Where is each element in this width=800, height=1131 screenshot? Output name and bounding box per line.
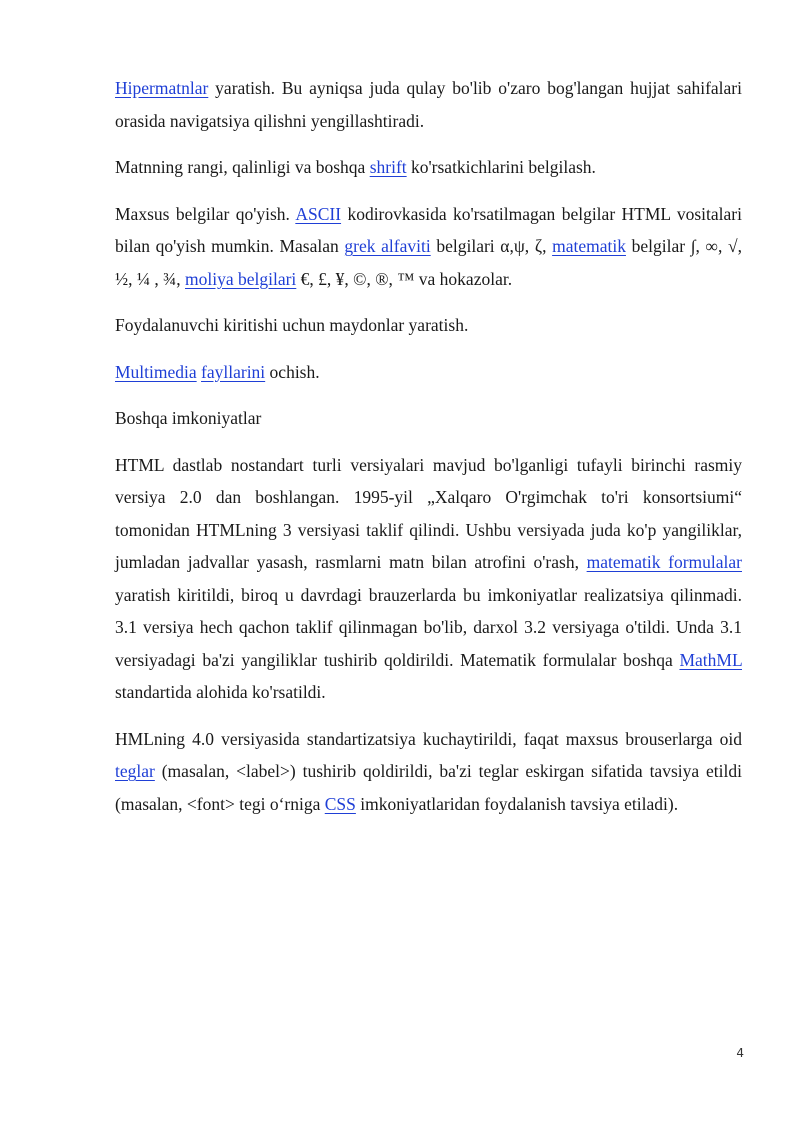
- link-hipermatnlar[interactable]: Hipermatnlar: [115, 78, 209, 98]
- link-mathml[interactable]: MathML: [679, 649, 742, 670]
- paragraph-text: (masalan, <label>) tushirib qoldirildi, ba'zi teglar eskirgan sifatida tavsiya etildi (masalan, <font> tegi o‘rniga: [115, 761, 742, 814]
- paragraph-html4: [115, 723, 742, 821]
- paragraph-font-style: [115, 151, 742, 184]
- link-shrift[interactable]: shrift: [369, 157, 407, 177]
- document-page: [115, 72, 742, 834]
- link-matematik-formulalar[interactable]: matematik formulalar: [586, 552, 742, 572]
- paragraph-text: standartida alohida ko'rsatildi.: [115, 682, 326, 702]
- paragraph-input-fields: [115, 309, 742, 342]
- paragraph-text: Maxsus belgilar qo'yish.: [115, 203, 296, 224]
- paragraph-text: €, £, ¥, ©, ®, ™ va hokazolar.: [296, 268, 513, 289]
- paragraph-special-characters: [115, 198, 742, 296]
- paragraph-text: Matnning rangi, qalinligi va boshqa: [115, 157, 370, 177]
- paragraph-text: ko'rsatkichlarini belgilash.: [406, 157, 596, 177]
- paragraph-html-history: [115, 449, 742, 709]
- link-multimedia[interactable]: Multimedia: [115, 361, 197, 382]
- section-heading: [115, 402, 742, 435]
- link-moliya-belgilari[interactable]: moliya belgilari: [185, 268, 297, 289]
- link-teglar[interactable]: teglar: [115, 761, 155, 781]
- link-fayllarini[interactable]: fayllarini: [201, 361, 266, 382]
- paragraph-text: ochish.: [265, 361, 320, 382]
- link-grek-alfaviti[interactable]: grek alfaviti: [344, 236, 431, 256]
- paragraph-text: imkoniyatlaridan foydalanish tavsiya etiladi).: [355, 793, 679, 814]
- paragraph-text: yaratish kiritildi, biroq u davrdagi brauzerlarda bu imkoniyatlar realizatsiya qilinmadi. 3.1 versiya hech qachon taklif qilinmagan bo'lib, darxol 3.2 versiyaga o'tildi. Unda 3.1 versiyadagi ba'zi yangiliklar tushirib qoldirildi. Matematik formulalar boshqa: [115, 584, 742, 670]
- paragraph-text: Foydalanuvchi kiritishi uchun maydonlar yaratish.: [115, 315, 469, 335]
- link-matematik[interactable]: matematik: [552, 236, 626, 256]
- paragraph-text: HMLning 4.0 versiyasida standartizatsiya kuchaytirildi, faqat maxsus brouserlarga oid: [115, 728, 742, 749]
- link-ascii[interactable]: ASCII: [295, 203, 342, 224]
- paragraph-text: yaratish. Bu ayniqsa juda qulay bo'lib o'zaro bog'langan hujjat sahifalari orasida navigatsiya qilishni yengillashtiradi.: [115, 78, 742, 131]
- paragraph-text: belgilar ∫, ∞, √, ½, ¼ , ¾,: [115, 236, 742, 289]
- paragraph-text: belgilari α,ψ, ζ,: [430, 236, 553, 256]
- heading-text: Boshqa imkoniyatlar: [115, 408, 262, 428]
- link-css[interactable]: CSS: [324, 793, 356, 814]
- paragraph-hypertext: [115, 72, 742, 137]
- paragraph-text: kodirovkasida ko'rsatilmagan belgilar HTML vositalari bilan qo'yish mumkin. Masalan: [115, 203, 742, 256]
- page-number: 4: [736, 1046, 744, 1060]
- paragraph-multimedia: [115, 356, 742, 389]
- paragraph-text: HTML dastlab nostandart turli versiyalari mavjud bo'lganligi tufayli birinchi rasmiy versiya 2.0 dan boshlangan. 1995-yil „Xalqaro O'rgimchak to'ri konsortsiumi“ tomonidan HTMLning 3 versiyasi taklif qilindi. Ushbu versiyada juda ko'p yangiliklar, jumladan jadvallar yasash, rasmlarni matn bilan atrofini o'rash,: [115, 454, 742, 572]
